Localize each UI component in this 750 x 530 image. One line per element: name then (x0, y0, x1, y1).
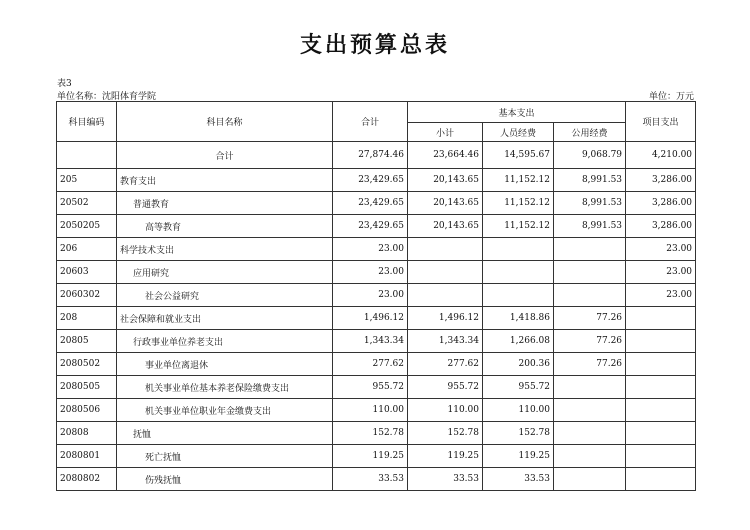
cell-subtotal (408, 284, 483, 307)
cell-public (554, 399, 626, 422)
cell-project: 3,286.00 (626, 215, 696, 238)
unit-name: 单位名称：沈阳体育学院 (57, 92, 157, 102)
cell-public: 77.26 (554, 353, 626, 376)
cell-project: 3,286.00 (626, 169, 696, 192)
cell-name: 抚恤 (117, 422, 333, 445)
header-name: 科目名称 (117, 102, 333, 142)
table-row (57, 399, 696, 422)
cell-code: 20502 (57, 192, 117, 215)
cell-project (626, 445, 696, 468)
cell-name: 行政事业单位养老支出 (117, 330, 333, 353)
cell-project (626, 330, 696, 353)
table-row (57, 307, 696, 330)
cell-total: 27,874.46 (333, 142, 408, 169)
cell-code: 2080802 (57, 468, 117, 491)
cell-code: 206 (57, 238, 117, 261)
cell-project (626, 422, 696, 445)
header-project: 项目支出 (626, 102, 696, 142)
budget-table (56, 101, 696, 491)
table-row (57, 330, 696, 353)
cell-personnel: 14,595.67 (483, 142, 554, 169)
cell-public (554, 238, 626, 261)
cell-subtotal: 23,664.46 (408, 142, 483, 169)
cell-total: 23,429.65 (333, 169, 408, 192)
cell-project (626, 353, 696, 376)
cell-subtotal: 20,143.65 (408, 215, 483, 238)
cell-name: 普通教育 (117, 192, 333, 215)
cell-code: 2080505 (57, 376, 117, 399)
cell-code: 20808 (57, 422, 117, 445)
cell-name: 事业单位离退休 (117, 353, 333, 376)
cell-personnel (483, 284, 554, 307)
cell-name: 应用研究 (117, 261, 333, 284)
table-row (57, 422, 696, 445)
cell-personnel: 33.53 (483, 468, 554, 491)
cell-name: 高等教育 (117, 215, 333, 238)
cell-total: 119.25 (333, 445, 408, 468)
cell-total: 955.72 (333, 376, 408, 399)
cell-code (57, 142, 117, 169)
cell-public: 9,068.79 (554, 142, 626, 169)
cell-total: 1,343.34 (333, 330, 408, 353)
header-personnel: 人员经费 (483, 123, 554, 142)
page-title: 支出预算总表 (299, 32, 450, 58)
header-public: 公用经费 (554, 123, 626, 142)
cell-public (554, 376, 626, 399)
cell-total: 23.00 (333, 284, 408, 307)
cell-total: 277.62 (333, 353, 408, 376)
cell-public (554, 284, 626, 307)
cell-name: 机关事业单位基本养老保险缴费支出 (117, 376, 333, 399)
cell-personnel: 200.36 (483, 353, 554, 376)
cell-code: 2050205 (57, 215, 117, 238)
cell-project: 23.00 (626, 284, 696, 307)
table-row (57, 169, 696, 192)
cell-subtotal: 152.78 (408, 422, 483, 445)
cell-total: 152.78 (333, 422, 408, 445)
table-number: 表3 (57, 79, 72, 89)
table-row (57, 284, 696, 307)
cell-project (626, 307, 696, 330)
cell-total: 110.00 (333, 399, 408, 422)
cell-code: 205 (57, 169, 117, 192)
cell-code: 2080801 (57, 445, 117, 468)
cell-public (554, 422, 626, 445)
cell-public: 77.26 (554, 330, 626, 353)
cell-public (554, 261, 626, 284)
header-code: 科目编码 (57, 102, 117, 142)
cell-personnel: 152.78 (483, 422, 554, 445)
header-basic: 基本支出 (408, 102, 626, 123)
cell-total: 23.00 (333, 238, 408, 261)
cell-subtotal (408, 238, 483, 261)
header-total: 合计 (333, 102, 408, 142)
cell-total: 33.53 (333, 468, 408, 491)
cell-name: 社会保障和就业支出 (117, 307, 333, 330)
cell-name: 机关事业单位职业年金缴费支出 (117, 399, 333, 422)
cell-total: 23,429.65 (333, 215, 408, 238)
table-row (57, 261, 696, 284)
cell-public (554, 445, 626, 468)
cell-project (626, 376, 696, 399)
cell-name: 教育支出 (117, 169, 333, 192)
cell-public: 8,991.53 (554, 169, 626, 192)
cell-personnel (483, 261, 554, 284)
cell-name: 科学技术支出 (117, 238, 333, 261)
cell-personnel: 11,152.12 (483, 192, 554, 215)
table-row (57, 445, 696, 468)
cell-total: 1,496.12 (333, 307, 408, 330)
table-row (57, 238, 696, 261)
cell-subtotal: 1,343.34 (408, 330, 483, 353)
cell-subtotal: 33.53 (408, 468, 483, 491)
cell-project: 23.00 (626, 261, 696, 284)
cell-subtotal: 110.00 (408, 399, 483, 422)
table-row (57, 192, 696, 215)
cell-project: 23.00 (626, 238, 696, 261)
cell-subtotal: 277.62 (408, 353, 483, 376)
cell-code: 208 (57, 307, 117, 330)
cell-subtotal: 119.25 (408, 445, 483, 468)
table-row (57, 353, 696, 376)
cell-personnel: 1,418.86 (483, 307, 554, 330)
cell-personnel: 11,152.12 (483, 215, 554, 238)
cell-subtotal: 20,143.65 (408, 192, 483, 215)
cell-personnel: 119.25 (483, 445, 554, 468)
cell-personnel: 11,152.12 (483, 169, 554, 192)
cell-code: 2060302 (57, 284, 117, 307)
cell-personnel: 110.00 (483, 399, 554, 422)
cell-total: 23,429.65 (333, 192, 408, 215)
cell-subtotal: 20,143.65 (408, 169, 483, 192)
cell-personnel: 955.72 (483, 376, 554, 399)
table-row (57, 376, 696, 399)
cell-public: 8,991.53 (554, 192, 626, 215)
cell-subtotal (408, 261, 483, 284)
cell-subtotal: 1,496.12 (408, 307, 483, 330)
cell-personnel (483, 238, 554, 261)
cell-code: 2080502 (57, 353, 117, 376)
cell-name: 死亡抚恤 (117, 445, 333, 468)
table-row (57, 142, 696, 169)
cell-personnel: 1,266.08 (483, 330, 554, 353)
cell-project (626, 399, 696, 422)
currency-unit: 单位：万元 (648, 92, 694, 102)
cell-public: 77.26 (554, 307, 626, 330)
cell-name: 伤残抚恤 (117, 468, 333, 491)
cell-subtotal: 955.72 (408, 376, 483, 399)
cell-public (554, 468, 626, 491)
cell-project: 3,286.00 (626, 192, 696, 215)
cell-public: 8,991.53 (554, 215, 626, 238)
cell-project: 4,210.00 (626, 142, 696, 169)
header-subtotal: 小计 (408, 123, 483, 142)
table-body (57, 142, 696, 491)
cell-total: 23.00 (333, 261, 408, 284)
cell-name: 社会公益研究 (117, 284, 333, 307)
cell-code: 2080506 (57, 399, 117, 422)
cell-project (626, 468, 696, 491)
cell-code: 20805 (57, 330, 117, 353)
table-row (57, 215, 696, 238)
table-row (57, 468, 696, 491)
cell-code: 20603 (57, 261, 117, 284)
cell-name: 合计 (117, 142, 333, 169)
